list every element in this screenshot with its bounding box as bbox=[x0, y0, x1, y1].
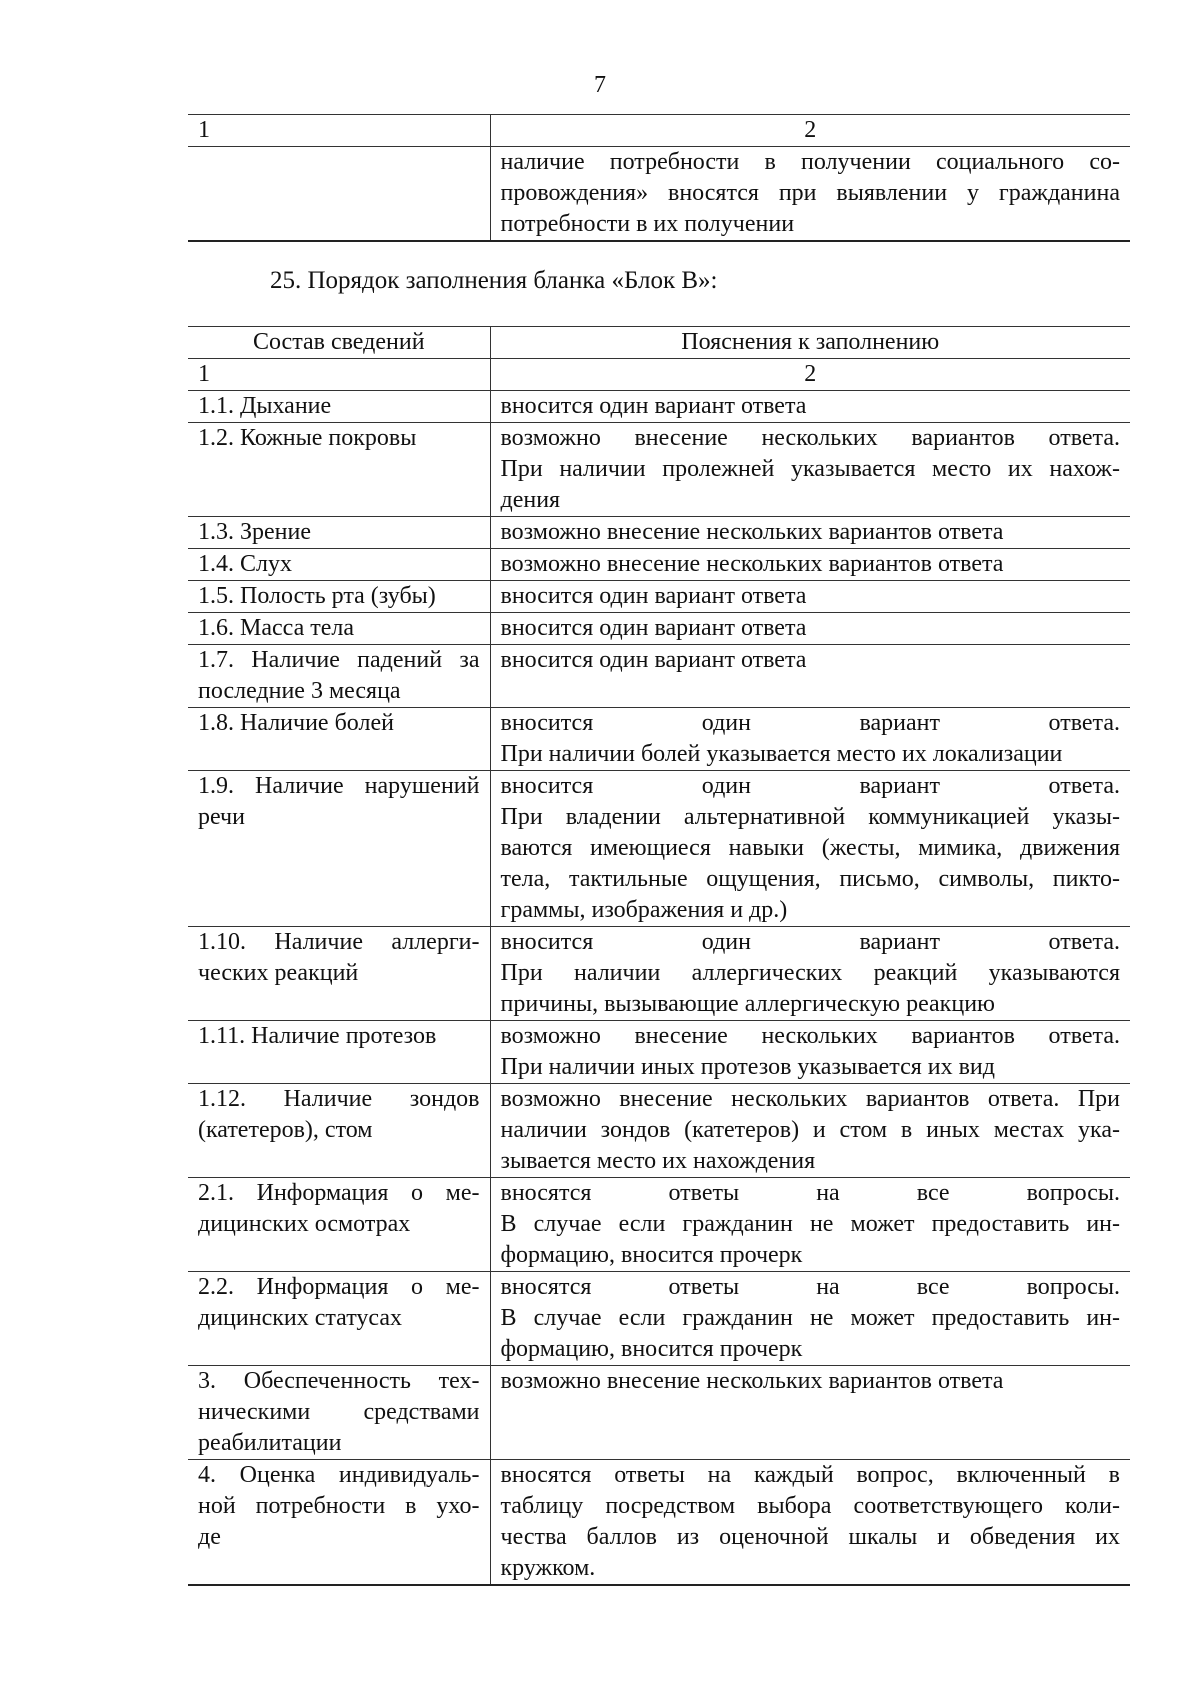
item-line: 1.2. Кожные покровы bbox=[198, 425, 417, 451]
explanation-line: чества баллов из оценочной шкалы и обведения их bbox=[500, 1524, 1120, 1550]
column-number-row bbox=[188, 115, 1130, 147]
explanation-line: вносится один вариант ответа. bbox=[500, 710, 1120, 736]
item-cell bbox=[188, 645, 490, 708]
explanation-cell bbox=[490, 1272, 1130, 1366]
item-cell bbox=[188, 1460, 490, 1586]
item-line: 3. Обеспеченность тех- bbox=[198, 1368, 480, 1394]
text-line: потребности в их получении bbox=[500, 211, 795, 237]
item-line: 2.1. Информация о ме- bbox=[198, 1180, 480, 1206]
explanation-cell bbox=[490, 423, 1130, 517]
table-row bbox=[188, 1084, 1130, 1178]
item-cell bbox=[188, 1021, 490, 1084]
explanation-cell bbox=[490, 708, 1130, 771]
item-cell bbox=[188, 708, 490, 771]
item-line: реабилитации bbox=[198, 1430, 342, 1456]
explanation-line: возможно внесение нескольких вариантов ответа bbox=[500, 519, 1004, 545]
text-line: наличие потребности в получении социального со- bbox=[500, 149, 1120, 175]
block-b-table bbox=[188, 326, 1130, 1586]
explanation-line: вносится один вариант ответа bbox=[500, 393, 807, 419]
item-line: последние 3 месяца bbox=[198, 678, 401, 704]
explanation-line: формацию, вносится прочерк bbox=[500, 1242, 803, 1268]
explanation-cell bbox=[490, 517, 1130, 549]
item-line: 2.2. Информация о ме- bbox=[198, 1274, 480, 1300]
table-row bbox=[188, 1366, 1130, 1460]
explanation-line: формацию, вносится прочерк bbox=[500, 1336, 803, 1362]
item-line: ной потребности в ухо- bbox=[198, 1493, 480, 1519]
item-line: 1.3. Зрение bbox=[198, 519, 312, 545]
table-row bbox=[188, 517, 1130, 549]
text-line: провождения» вносятся при выявлении у гражданина bbox=[500, 180, 1120, 206]
explanation-line: возможно внесение нескольких вариантов ответа. bbox=[500, 425, 1120, 451]
header-row bbox=[188, 327, 1130, 359]
item-line: 1.6. Масса тела bbox=[198, 615, 355, 641]
empty-cell bbox=[188, 147, 490, 242]
explanation-line: наличии зондов (катетеров) и стом в иных местах ука- bbox=[500, 1117, 1120, 1143]
item-line: 1.8. Наличие болей bbox=[198, 710, 394, 736]
header-composition: Состав сведений bbox=[188, 327, 490, 359]
column-number-2: 2 bbox=[490, 115, 1130, 147]
explanation-line: При наличии болей указывается место их локализации bbox=[500, 741, 1063, 767]
item-cell bbox=[188, 517, 490, 549]
item-line: де bbox=[198, 1524, 221, 1550]
explanation-line: В случае если гражданин не может предоставить ин- bbox=[500, 1211, 1120, 1237]
item-line: 1.1. Дыхание bbox=[198, 393, 332, 419]
explanation-line: причины, вызывающие аллергическую реакцию bbox=[500, 991, 995, 1017]
item-line: речи bbox=[198, 804, 245, 830]
explanation-line: граммы, изображения и др.) bbox=[500, 897, 788, 923]
item-line: ческих реакций bbox=[198, 960, 359, 986]
explanation-line: При наличии аллергических реакций указываются bbox=[500, 960, 1120, 986]
column-number-1: 1 bbox=[188, 115, 490, 147]
explanation-cell bbox=[490, 1021, 1130, 1084]
item-cell bbox=[188, 613, 490, 645]
item-line: 1.11. Наличие протезов bbox=[198, 1023, 437, 1049]
explanation-line: вносится один вариант ответа bbox=[500, 647, 807, 673]
explanation-cell bbox=[490, 549, 1130, 581]
table-row bbox=[188, 147, 1130, 242]
item-line: (катетеров), стом bbox=[198, 1117, 373, 1143]
explanation-line: вносится один вариант ответа bbox=[500, 615, 807, 641]
table-row bbox=[188, 771, 1130, 927]
explanation-line: возможно внесение нескольких вариантов ответа. При bbox=[500, 1086, 1120, 1112]
item-cell bbox=[188, 771, 490, 927]
explanation-line: возможно внесение нескольких вариантов ответа bbox=[500, 1368, 1004, 1394]
explanation-cell bbox=[490, 1178, 1130, 1272]
table-row bbox=[188, 423, 1130, 517]
explanation-line: зывается место их нахождения bbox=[500, 1148, 816, 1174]
explanation-line: таблицу посредством выбора соответствующего коли- bbox=[500, 1493, 1120, 1519]
item-line: 1.12. Наличие зондов bbox=[198, 1086, 480, 1112]
table-row bbox=[188, 549, 1130, 581]
item-line: ническими средствами bbox=[198, 1399, 480, 1425]
explanation-cell bbox=[490, 581, 1130, 613]
item-cell bbox=[188, 1366, 490, 1460]
explanation-cell bbox=[490, 1084, 1130, 1178]
item-line: 1.4. Слух bbox=[198, 551, 292, 577]
explanation-line: В случае если гражданин не может предоставить ин- bbox=[500, 1305, 1120, 1331]
item-line: 1.10. Наличие аллерги- bbox=[198, 929, 480, 955]
explanation-line: вносятся ответы на все вопросы. bbox=[500, 1180, 1120, 1206]
explanation-cell bbox=[490, 645, 1130, 708]
table-row bbox=[188, 391, 1130, 423]
item-cell bbox=[188, 1272, 490, 1366]
explanation-line: возможно внесение нескольких вариантов ответа. bbox=[500, 1023, 1120, 1049]
table-row bbox=[188, 708, 1130, 771]
header-explanations: Пояснения к заполнению bbox=[490, 327, 1130, 359]
explanation-line: вносится один вариант ответа bbox=[500, 583, 807, 609]
item-line: 1.7. Наличие падений за bbox=[198, 647, 480, 673]
item-cell bbox=[188, 391, 490, 423]
explanation-cell bbox=[490, 1460, 1130, 1586]
explanation-line: кружком. bbox=[500, 1555, 596, 1581]
table-row bbox=[188, 1021, 1130, 1084]
item-cell bbox=[188, 581, 490, 613]
explanation-cell bbox=[490, 927, 1130, 1021]
item-cell bbox=[188, 549, 490, 581]
explanation-line: При наличии пролежней указывается место их нахож- bbox=[500, 456, 1120, 482]
explanation-line: вносятся ответы на все вопросы. bbox=[500, 1274, 1120, 1300]
explanation-cell bbox=[490, 1366, 1130, 1460]
item-cell bbox=[188, 1084, 490, 1178]
continuation-table bbox=[188, 114, 1130, 242]
section-heading: 25. Порядок заполнения бланка «Блок В»: bbox=[270, 267, 718, 294]
table-row bbox=[188, 613, 1130, 645]
page-number: 7 bbox=[594, 72, 606, 98]
item-cell bbox=[188, 927, 490, 1021]
explanation-line: ваются имеющиеся навыки (жесты, мимика, движения bbox=[500, 835, 1120, 861]
explanation-cell bbox=[490, 391, 1130, 423]
explanation-line: вносятся ответы на каждый вопрос, включенный в bbox=[500, 1462, 1120, 1488]
item-cell bbox=[188, 1178, 490, 1272]
explanation-line: дения bbox=[500, 487, 561, 513]
explanation-line: вносится один вариант ответа. bbox=[500, 929, 1120, 955]
column-number-2: 2 bbox=[490, 359, 1130, 391]
table-row bbox=[188, 927, 1130, 1021]
table-row bbox=[188, 1178, 1130, 1272]
item-line: 1.9. Наличие нарушений bbox=[198, 773, 480, 799]
explanation-line: вносится один вариант ответа. bbox=[500, 773, 1120, 799]
explanation-cell bbox=[490, 613, 1130, 645]
item-line: 4. Оценка индивидуаль- bbox=[198, 1462, 480, 1488]
continuation-text bbox=[490, 147, 1130, 242]
explanation-line: тела, тактильные ощущения, письмо, символы, пикто- bbox=[500, 866, 1120, 892]
table-row bbox=[188, 581, 1130, 613]
explanation-line: При наличии иных протезов указывается их вид bbox=[500, 1054, 995, 1080]
table-row bbox=[188, 1460, 1130, 1586]
table-row bbox=[188, 645, 1130, 708]
item-line: дицинских осмотрах bbox=[198, 1211, 411, 1237]
column-number-row bbox=[188, 359, 1130, 391]
table-row bbox=[188, 1272, 1130, 1366]
item-line: дицинских статусах bbox=[198, 1305, 402, 1331]
explanation-line: возможно внесение нескольких вариантов ответа bbox=[500, 551, 1004, 577]
column-number-1: 1 bbox=[188, 359, 490, 391]
explanation-line: При владении альтернативной коммуникацией указы- bbox=[500, 804, 1120, 830]
item-cell bbox=[188, 423, 490, 517]
item-line: 1.5. Полость рта (зубы) bbox=[198, 583, 436, 609]
explanation-cell bbox=[490, 771, 1130, 927]
